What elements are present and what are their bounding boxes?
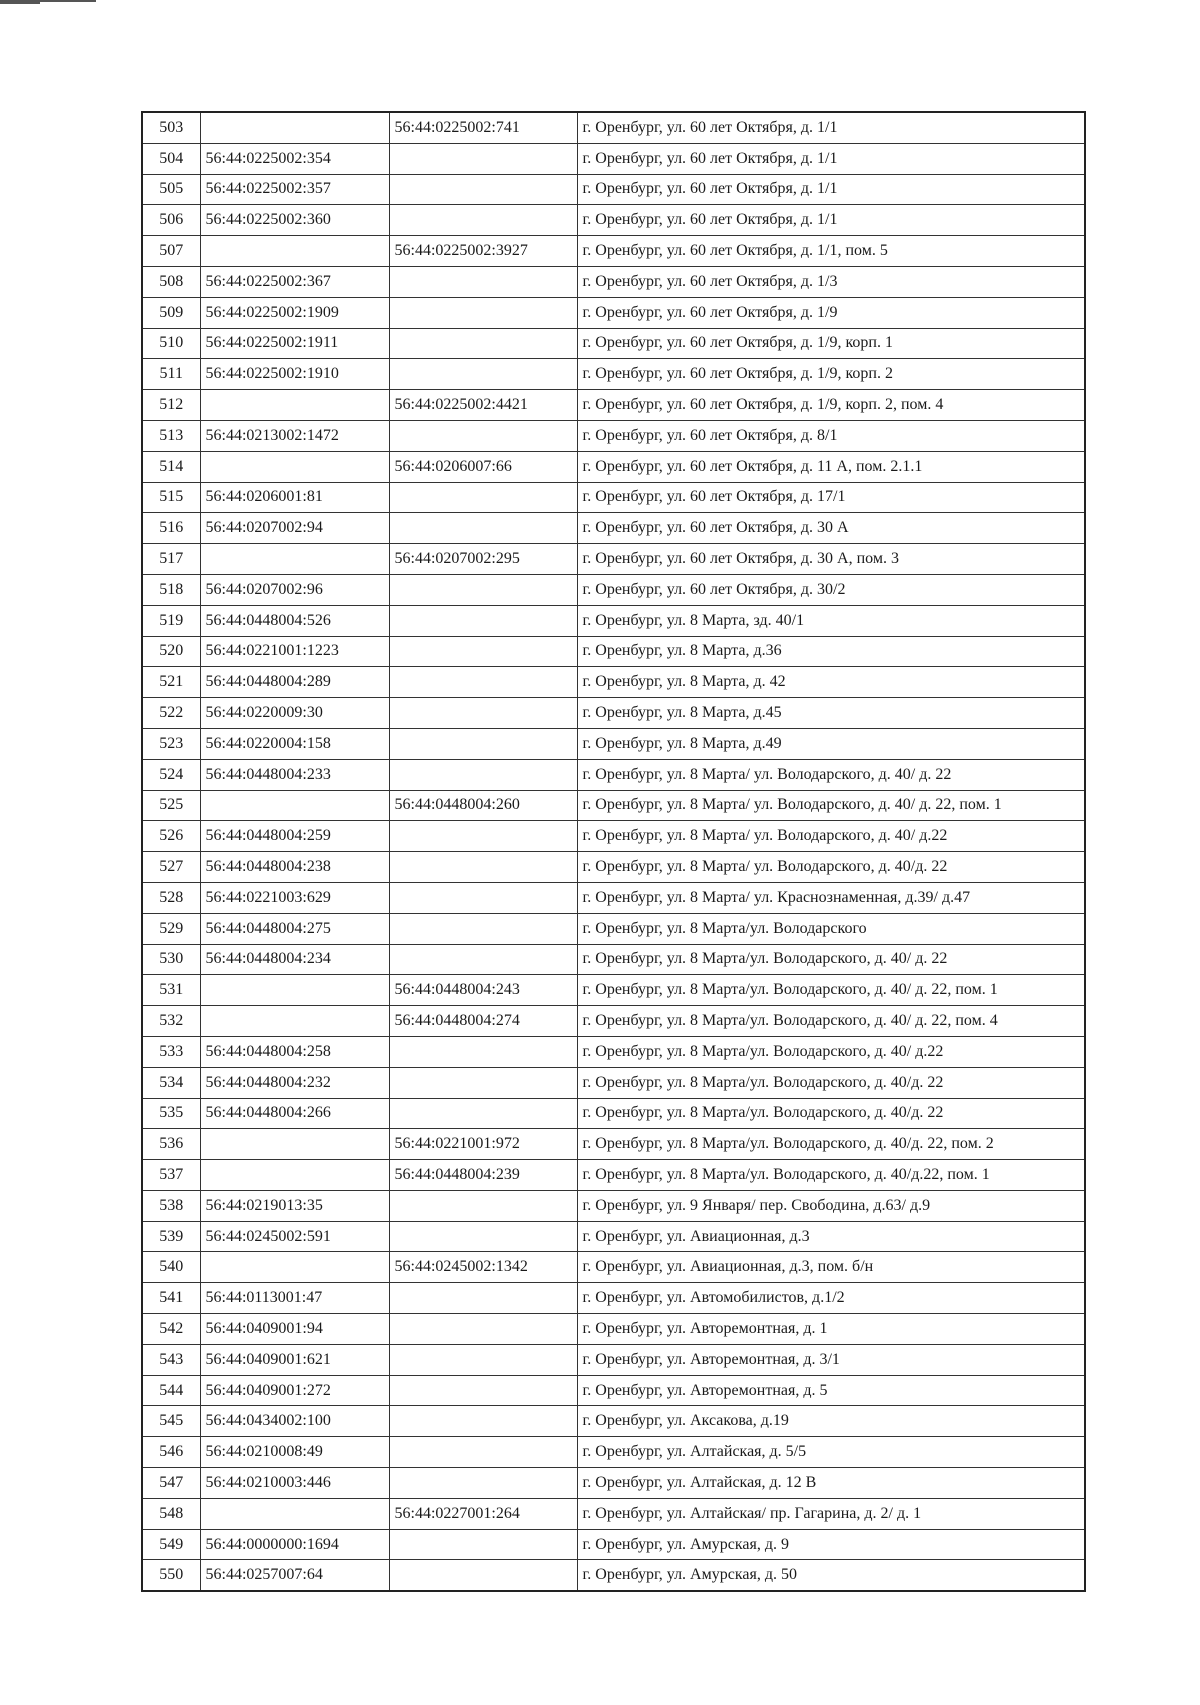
row-number-cell: 528 (142, 882, 200, 913)
premises-cadastral-number-cell: 56:44:0448004:260 (389, 790, 577, 821)
row-number-cell: 504 (142, 143, 200, 174)
premises-cadastral-number-cell: 56:44:0225002:4421 (389, 390, 577, 421)
table-row (142, 236, 1085, 267)
row-number-cell: 546 (142, 1437, 200, 1468)
address-cell: г. Оренбург, ул. 60 лет Октября, д. 1/1 (577, 205, 1085, 236)
table-row (142, 544, 1085, 575)
premises-cadastral-number-cell (389, 1468, 577, 1499)
row-number-cell: 524 (142, 759, 200, 790)
address-cell: г. Оренбург, ул. 8 Марта/ ул. Володарского, д. 40/ д. 22 (577, 759, 1085, 790)
row-number-cell: 536 (142, 1129, 200, 1160)
table-row (142, 266, 1085, 297)
premises-cadastral-number-cell (389, 1314, 577, 1345)
premises-cadastral-number-cell (389, 266, 577, 297)
address-cell: г. Оренбург, ул. 60 лет Октября, д. 30/2 (577, 574, 1085, 605)
address-cell: г. Оренбург, ул. 9 Января/ пер. Свободина, д.63/ д.9 (577, 1190, 1085, 1221)
premises-cadastral-number-cell (389, 513, 577, 544)
row-number-cell: 537 (142, 1160, 200, 1191)
row-number-cell: 543 (142, 1344, 200, 1375)
address-cell: г. Оренбург, ул. 8 Марта/ул. Володарского, д. 40/ д. 22 (577, 944, 1085, 975)
building-cadastral-number-cell (200, 975, 389, 1006)
premises-cadastral-number-cell: 56:44:0207002:295 (389, 544, 577, 575)
row-number-cell: 545 (142, 1406, 200, 1437)
address-cell: г. Оренбург, ул. Авторемонтная, д. 3/1 (577, 1344, 1085, 1375)
table-row (142, 1468, 1085, 1499)
address-cell: г. Оренбург, ул. 8 Марта/ул. Володарского, д. 40/ д. 22, пом. 1 (577, 975, 1085, 1006)
table-row (142, 297, 1085, 328)
premises-cadastral-number-cell (389, 574, 577, 605)
building-cadastral-number-cell: 56:44:0206001:81 (200, 482, 389, 513)
table-row (142, 852, 1085, 883)
table-row (142, 205, 1085, 236)
building-cadastral-number-cell (200, 236, 389, 267)
row-number-cell: 550 (142, 1560, 200, 1591)
table-row (142, 328, 1085, 359)
table-row (142, 1129, 1085, 1160)
building-cadastral-number-cell: 56:44:0409001:94 (200, 1314, 389, 1345)
row-number-cell: 526 (142, 821, 200, 852)
address-cell: г. Оренбург, ул. 60 лет Октября, д. 30 А, пом. 3 (577, 544, 1085, 575)
premises-cadastral-number-cell (389, 636, 577, 667)
address-cell: г. Оренбург, ул. 8 Марта/ ул. Володарского, д. 40/ д. 22, пом. 1 (577, 790, 1085, 821)
row-number-cell: 548 (142, 1498, 200, 1529)
table-row (142, 143, 1085, 174)
address-cell: г. Оренбург, ул. Алтайская, д. 12 В (577, 1468, 1085, 1499)
row-number-cell: 511 (142, 359, 200, 390)
premises-cadastral-number-cell (389, 297, 577, 328)
building-cadastral-number-cell: 56:44:0221001:1223 (200, 636, 389, 667)
table-row (142, 1314, 1085, 1345)
table-row (142, 759, 1085, 790)
row-number-cell: 527 (142, 852, 200, 883)
building-cadastral-number-cell: 56:44:0448004:275 (200, 913, 389, 944)
premises-cadastral-number-cell: 56:44:0227001:264 (389, 1498, 577, 1529)
building-cadastral-number-cell: 56:44:0207002:94 (200, 513, 389, 544)
premises-cadastral-number-cell (389, 174, 577, 205)
table-row (142, 1221, 1085, 1252)
table-row (142, 390, 1085, 421)
premises-cadastral-number-cell (389, 1529, 577, 1560)
table-row (142, 1375, 1085, 1406)
address-cell: г. Оренбург, ул. 60 лет Октября, д. 1/9, корп. 2, пом. 4 (577, 390, 1085, 421)
premises-cadastral-number-cell (389, 1560, 577, 1591)
premises-cadastral-number-cell (389, 1283, 577, 1314)
table-row (142, 359, 1085, 390)
premises-cadastral-number-cell (389, 698, 577, 729)
address-cell: г. Оренбург, ул. 8 Марта, зд. 40/1 (577, 605, 1085, 636)
row-number-cell: 544 (142, 1375, 200, 1406)
premises-cadastral-number-cell: 56:44:0245002:1342 (389, 1252, 577, 1283)
row-number-cell: 541 (142, 1283, 200, 1314)
row-number-cell: 547 (142, 1468, 200, 1499)
row-number-cell: 549 (142, 1529, 200, 1560)
building-cadastral-number-cell (200, 544, 389, 575)
row-number-cell: 538 (142, 1190, 200, 1221)
premises-cadastral-number-cell: 56:44:0448004:274 (389, 1006, 577, 1037)
table-row (142, 975, 1085, 1006)
table-row (142, 913, 1085, 944)
table-row (142, 1190, 1085, 1221)
building-cadastral-number-cell: 56:44:0225002:360 (200, 205, 389, 236)
table-row (142, 605, 1085, 636)
building-cadastral-number-cell: 56:44:0434002:100 (200, 1406, 389, 1437)
premises-cadastral-number-cell: 56:44:0448004:239 (389, 1160, 577, 1191)
premises-cadastral-number-cell (389, 420, 577, 451)
premises-cadastral-number-cell (389, 913, 577, 944)
table-row (142, 636, 1085, 667)
table-row (142, 513, 1085, 544)
row-number-cell: 515 (142, 482, 200, 513)
building-cadastral-number-cell: 56:44:0245002:591 (200, 1221, 389, 1252)
address-cell: г. Оренбург, ул. 8 Марта/ул. Володарского, д. 40/д. 22, пом. 2 (577, 1129, 1085, 1160)
row-number-cell: 506 (142, 205, 200, 236)
table-row (142, 790, 1085, 821)
premises-cadastral-number-cell: 56:44:0448004:243 (389, 975, 577, 1006)
table-row (142, 1560, 1085, 1591)
row-number-cell: 535 (142, 1098, 200, 1129)
row-number-cell: 517 (142, 544, 200, 575)
premises-cadastral-number-cell (389, 759, 577, 790)
row-number-cell: 505 (142, 174, 200, 205)
building-cadastral-number-cell (200, 1129, 389, 1160)
building-cadastral-number-cell: 56:44:0448004:526 (200, 605, 389, 636)
scan-edge-mark (0, 2, 40, 4)
building-cadastral-number-cell (200, 451, 389, 482)
address-cell: г. Оренбург, ул. 8 Марта/ул. Володарского, д. 40/ д.22 (577, 1036, 1085, 1067)
building-cadastral-number-cell: 56:44:0225002:357 (200, 174, 389, 205)
address-cell: г. Оренбург, ул. 8 Марта, д.49 (577, 728, 1085, 759)
premises-cadastral-number-cell (389, 1098, 577, 1129)
premises-cadastral-number-cell: 56:44:0225002:3927 (389, 236, 577, 267)
address-cell: г. Оренбург, ул. 8 Марта, д.45 (577, 698, 1085, 729)
address-cell: г. Оренбург, ул. 8 Марта/ул. Володарского, д. 40/д. 22 (577, 1067, 1085, 1098)
address-cell: г. Оренбург, ул. Аксакова, д.19 (577, 1406, 1085, 1437)
address-cell: г. Оренбург, ул. 60 лет Октября, д. 1/9, корп. 2 (577, 359, 1085, 390)
address-cell: г. Оренбург, ул. 60 лет Октября, д. 1/1 (577, 112, 1085, 143)
table-row (142, 1067, 1085, 1098)
premises-cadastral-number-cell (389, 143, 577, 174)
premises-cadastral-number-cell (389, 667, 577, 698)
row-number-cell: 525 (142, 790, 200, 821)
row-number-cell: 503 (142, 112, 200, 143)
premises-cadastral-number-cell (389, 205, 577, 236)
address-cell: г. Оренбург, ул. 60 лет Октября, д. 11 А, пом. 2.1.1 (577, 451, 1085, 482)
row-number-cell: 519 (142, 605, 200, 636)
row-number-cell: 522 (142, 698, 200, 729)
row-number-cell: 508 (142, 266, 200, 297)
building-cadastral-number-cell: 56:44:0220004:158 (200, 728, 389, 759)
premises-cadastral-number-cell (389, 821, 577, 852)
table-body (142, 112, 1085, 1591)
table-row (142, 667, 1085, 698)
building-cadastral-number-cell: 56:44:0448004:238 (200, 852, 389, 883)
premises-cadastral-number-cell (389, 359, 577, 390)
row-number-cell: 512 (142, 390, 200, 421)
table-row (142, 451, 1085, 482)
premises-cadastral-number-cell (389, 852, 577, 883)
table-row (142, 1252, 1085, 1283)
table-row (142, 1344, 1085, 1375)
address-cell: г. Оренбург, ул. 8 Марта/ул. Володарского (577, 913, 1085, 944)
building-cadastral-number-cell (200, 1498, 389, 1529)
building-cadastral-number-cell: 56:44:0409001:272 (200, 1375, 389, 1406)
row-number-cell: 523 (142, 728, 200, 759)
table-row (142, 821, 1085, 852)
building-cadastral-number-cell: 56:44:0225002:1910 (200, 359, 389, 390)
address-cell: г. Оренбург, ул. 8 Марта/ул. Володарского, д. 40/д.22, пом. 1 (577, 1160, 1085, 1191)
building-cadastral-number-cell: 56:44:0409001:621 (200, 1344, 389, 1375)
table-row (142, 1160, 1085, 1191)
building-cadastral-number-cell: 56:44:0225002:1911 (200, 328, 389, 359)
address-cell: г. Оренбург, ул. 8 Марта/ул. Володарского, д. 40/ д. 22, пом. 4 (577, 1006, 1085, 1037)
premises-cadastral-number-cell (389, 944, 577, 975)
building-cadastral-number-cell: 56:44:0225002:367 (200, 266, 389, 297)
premises-cadastral-number-cell (389, 728, 577, 759)
address-cell: г. Оренбург, ул. 60 лет Октября, д. 17/1 (577, 482, 1085, 513)
premises-cadastral-number-cell (389, 1437, 577, 1468)
building-cadastral-number-cell: 56:44:0225002:354 (200, 143, 389, 174)
building-cadastral-number-cell (200, 1160, 389, 1191)
address-cell: г. Оренбург, ул. 8 Марта/ ул. Краснознаменная, д.39/ д.47 (577, 882, 1085, 913)
building-cadastral-number-cell: 56:44:0448004:258 (200, 1036, 389, 1067)
premises-cadastral-number-cell (389, 605, 577, 636)
address-cell: г. Оренбург, ул. 8 Марта/ ул. Володарского, д. 40/д. 22 (577, 852, 1085, 883)
building-cadastral-number-cell: 56:44:0221003:629 (200, 882, 389, 913)
address-cell: г. Оренбург, ул. 60 лет Октября, д. 1/9 (577, 297, 1085, 328)
address-cell: г. Оренбург, ул. 8 Марта/ ул. Володарского, д. 40/ д.22 (577, 821, 1085, 852)
building-cadastral-number-cell: 56:44:0210008:49 (200, 1437, 389, 1468)
property-register-table (141, 111, 1086, 1592)
row-number-cell: 507 (142, 236, 200, 267)
row-number-cell: 520 (142, 636, 200, 667)
premises-cadastral-number-cell (389, 1344, 577, 1375)
premises-cadastral-number-cell (389, 1406, 577, 1437)
address-cell: г. Оренбург, ул. 60 лет Октября, д. 1/9, корп. 1 (577, 328, 1085, 359)
address-cell: г. Оренбург, ул. 60 лет Октября, д. 1/1, пом. 5 (577, 236, 1085, 267)
row-number-cell: 518 (142, 574, 200, 605)
building-cadastral-number-cell: 56:44:0448004:259 (200, 821, 389, 852)
building-cadastral-number-cell: 56:44:0220009:30 (200, 698, 389, 729)
building-cadastral-number-cell: 56:44:0448004:234 (200, 944, 389, 975)
building-cadastral-number-cell: 56:44:0448004:266 (200, 1098, 389, 1129)
row-number-cell: 529 (142, 913, 200, 944)
row-number-cell: 542 (142, 1314, 200, 1345)
table-row (142, 698, 1085, 729)
row-number-cell: 513 (142, 420, 200, 451)
row-number-cell: 532 (142, 1006, 200, 1037)
table-row (142, 1529, 1085, 1560)
address-cell: г. Оренбург, ул. 60 лет Октября, д. 1/1 (577, 143, 1085, 174)
table-row (142, 112, 1085, 143)
building-cadastral-number-cell: 56:44:0210003:446 (200, 1468, 389, 1499)
address-cell: г. Оренбург, ул. Авторемонтная, д. 5 (577, 1375, 1085, 1406)
address-cell: г. Оренбург, ул. 60 лет Октября, д. 1/1 (577, 174, 1085, 205)
address-cell: г. Оренбург, ул. Авиационная, д.3 (577, 1221, 1085, 1252)
address-cell: г. Оренбург, ул. Авиационная, д.3, пом. б/н (577, 1252, 1085, 1283)
premises-cadastral-number-cell (389, 328, 577, 359)
table-row (142, 1006, 1085, 1037)
premises-cadastral-number-cell: 56:44:0221001:972 (389, 1129, 577, 1160)
row-number-cell: 521 (142, 667, 200, 698)
row-number-cell: 539 (142, 1221, 200, 1252)
row-number-cell: 540 (142, 1252, 200, 1283)
row-number-cell: 514 (142, 451, 200, 482)
premises-cadastral-number-cell (389, 482, 577, 513)
table-row (142, 420, 1085, 451)
building-cadastral-number-cell (200, 112, 389, 143)
address-cell: г. Оренбург, ул. Амурская, д. 9 (577, 1529, 1085, 1560)
address-cell: г. Оренбург, ул. 8 Марта/ул. Володарского, д. 40/д. 22 (577, 1098, 1085, 1129)
address-cell: г. Оренбург, ул. 60 лет Октября, д. 1/3 (577, 266, 1085, 297)
row-number-cell: 531 (142, 975, 200, 1006)
building-cadastral-number-cell: 56:44:0213002:1472 (200, 420, 389, 451)
building-cadastral-number-cell (200, 390, 389, 421)
table-row (142, 1098, 1085, 1129)
address-cell: г. Оренбург, ул. 60 лет Октября, д. 30 А (577, 513, 1085, 544)
premises-cadastral-number-cell: 56:44:0206007:66 (389, 451, 577, 482)
address-cell: г. Оренбург, ул. 60 лет Октября, д. 8/1 (577, 420, 1085, 451)
table-row (142, 944, 1085, 975)
address-cell: г. Оренбург, ул. Алтайская, д. 5/5 (577, 1437, 1085, 1468)
building-cadastral-number-cell: 56:44:0257007:64 (200, 1560, 389, 1591)
table-row (142, 728, 1085, 759)
row-number-cell: 509 (142, 297, 200, 328)
address-cell: г. Оренбург, ул. Авторемонтная, д. 1 (577, 1314, 1085, 1345)
row-number-cell: 534 (142, 1067, 200, 1098)
row-number-cell: 533 (142, 1036, 200, 1067)
table-row (142, 174, 1085, 205)
building-cadastral-number-cell: 56:44:0448004:232 (200, 1067, 389, 1098)
building-cadastral-number-cell: 56:44:0113001:47 (200, 1283, 389, 1314)
table-row (142, 1283, 1085, 1314)
row-number-cell: 530 (142, 944, 200, 975)
table-row (142, 1498, 1085, 1529)
address-cell: г. Оренбург, ул. Амурская, д. 50 (577, 1560, 1085, 1591)
address-cell: г. Оренбург, ул. 8 Марта, д. 42 (577, 667, 1085, 698)
row-number-cell: 516 (142, 513, 200, 544)
premises-cadastral-number-cell (389, 1375, 577, 1406)
building-cadastral-number-cell (200, 790, 389, 821)
building-cadastral-number-cell (200, 1006, 389, 1037)
address-cell: г. Оренбург, ул. Автомобилистов, д.1/2 (577, 1283, 1085, 1314)
address-cell: г. Оренбург, ул. 8 Марта, д.36 (577, 636, 1085, 667)
table-row (142, 482, 1085, 513)
building-cadastral-number-cell: 56:44:0219013:35 (200, 1190, 389, 1221)
premises-cadastral-number-cell (389, 1067, 577, 1098)
premises-cadastral-number-cell: 56:44:0225002:741 (389, 112, 577, 143)
premises-cadastral-number-cell (389, 1036, 577, 1067)
table-row (142, 882, 1085, 913)
building-cadastral-number-cell: 56:44:0000000:1694 (200, 1529, 389, 1560)
premises-cadastral-number-cell (389, 1221, 577, 1252)
table-row (142, 1036, 1085, 1067)
building-cadastral-number-cell: 56:44:0207002:96 (200, 574, 389, 605)
premises-cadastral-number-cell (389, 1190, 577, 1221)
table-row (142, 1437, 1085, 1468)
building-cadastral-number-cell: 56:44:0225002:1909 (200, 297, 389, 328)
table-row (142, 1406, 1085, 1437)
building-cadastral-number-cell: 56:44:0448004:233 (200, 759, 389, 790)
building-cadastral-number-cell (200, 1252, 389, 1283)
table-row (142, 574, 1085, 605)
building-cadastral-number-cell: 56:44:0448004:289 (200, 667, 389, 698)
address-cell: г. Оренбург, ул. Алтайская/ пр. Гагарина, д. 2/ д. 1 (577, 1498, 1085, 1529)
premises-cadastral-number-cell (389, 882, 577, 913)
row-number-cell: 510 (142, 328, 200, 359)
